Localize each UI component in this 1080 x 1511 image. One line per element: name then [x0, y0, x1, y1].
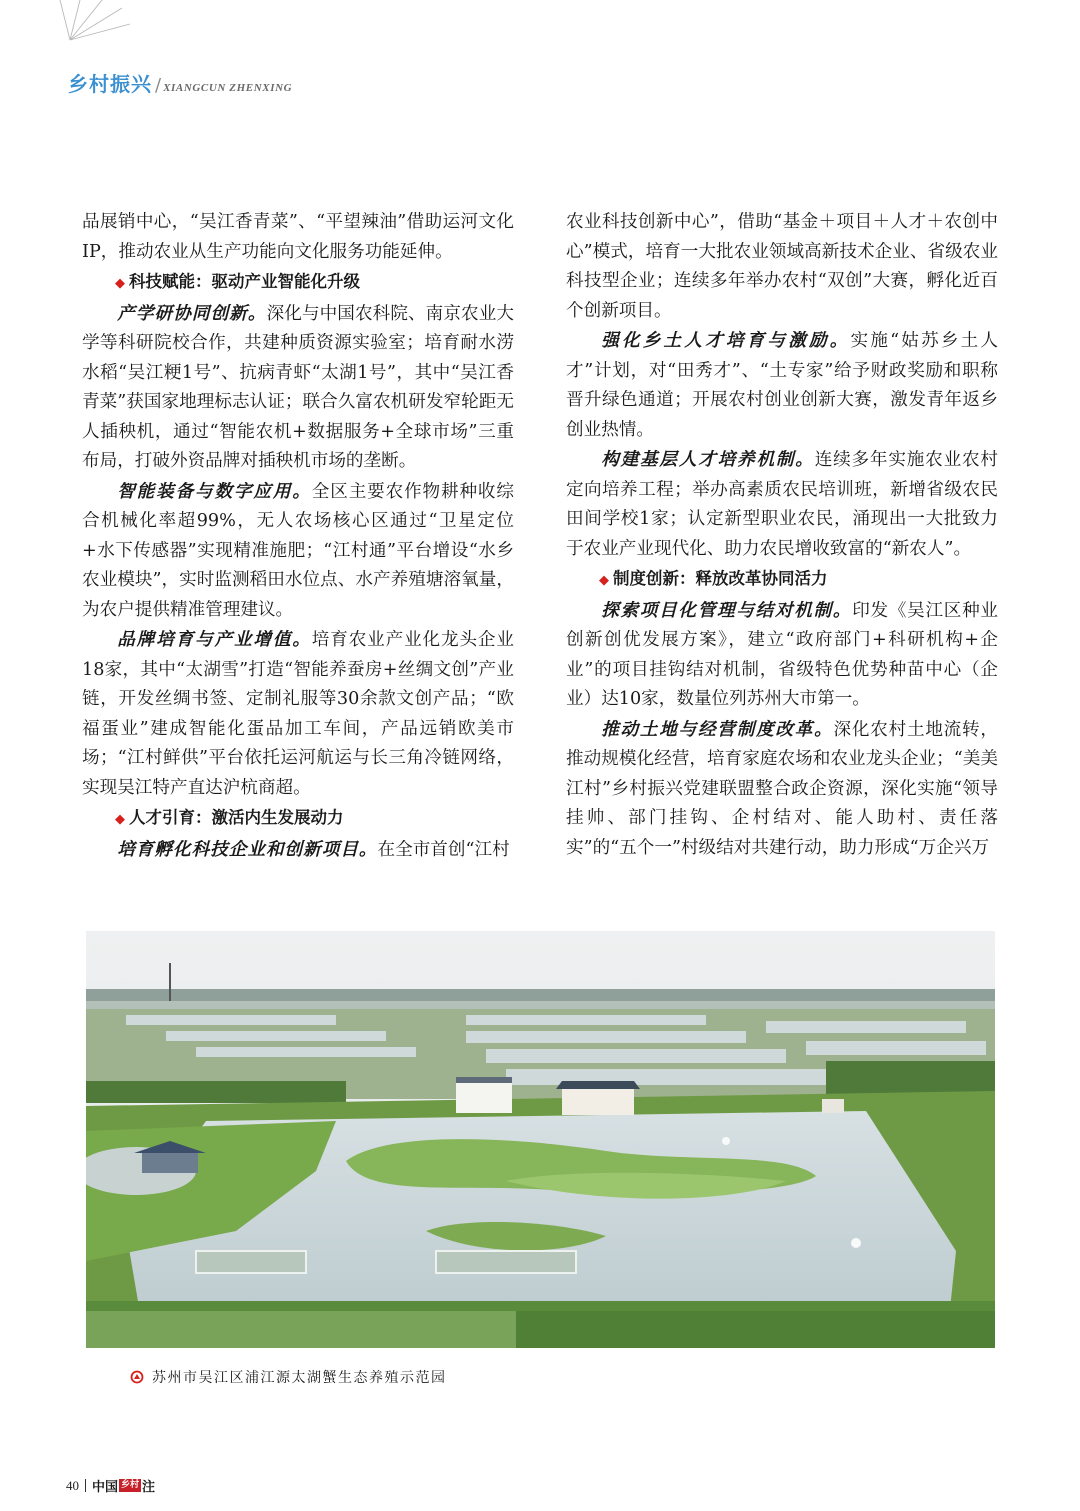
section-heading: ◆ 科技赋能：驱动产业智能化升级 — [115, 272, 360, 291]
section-subtitle: XIANGCUN ZHENXING — [163, 82, 293, 94]
page-footer — [66, 1476, 155, 1495]
left-column — [82, 208, 514, 865]
paragraph: 农业科技创新中心”，借助“基金＋项目＋人才＋农创中心”模式，培育一大批农业领域高新技术企业、省级农业科技型企业；连续多年举办农村“双创”大赛，孵化近百个创新项目。 — [566, 212, 998, 321]
magazine-logo: 中国 乡村 注 — [92, 1480, 156, 1495]
section-header — [68, 68, 292, 97]
section-title: 乡村振兴 — [68, 72, 152, 96]
paragraph-lead: 智能装备与数字应用。 — [117, 480, 312, 502]
paragraph: 构建基层人才培养机制。连续多年实施农业农村定向培养工程；举办高素质农民培训班，新增省级农民田间学校1家；认定新型职业农民，涌现出一大批致力于农业产业现代化、助力农民增收致富的“新农人”。 — [566, 449, 998, 559]
diamond-icon: ◆ — [115, 812, 125, 827]
corner-lines-icon — [0, 0, 140, 120]
section-heading: ◆ 人才引育：激活内生发展动力 — [115, 808, 344, 827]
paragraph: 产学研协同创新。深化与中国农科院、南京农业大学等科研院校合作，共建种质资源实验室；培育耐水涝水稻“吴江粳1号”、抗病青虾“太湖1号”，其中“吴江香青菜”获国家地理标志认证；联合久富农机研发窄轮距无人插秧机，通过“智能农机+数据服务+全球市场”三重布局，打破外资品牌对插秧机市场的垄断。 — [82, 302, 514, 471]
paragraph: 品牌培育与产业增值。培育农业产业化龙头企业18家，其中“太湖雪”打造“智能养蚕房+丝绸文创”产业链，开发丝绸书签、定制礼服等30余款文创产品；“欧福蛋业”建成智能化蛋品加工车间，产品远销欧美市场；“江村鲜供”平台依托运河航运与长三角冷链网络，实现吴江特产直达沪杭商超。 — [82, 629, 514, 798]
paragraph-lead: 产学研协同创新。 — [117, 302, 267, 324]
camera-icon — [130, 1370, 144, 1384]
footer-divider — [85, 1479, 86, 1492]
paragraph: 推动土地与经营制度改革。深化农村土地流转，推动规模化经营，培育家庭农场和农业龙头企业；“美美江村”乡村振兴党建联盟整合政企资源，深化实施“领导挂帅、部门挂钩、企村结对、能人助村、责任落实”的“五个一”村级结对共建行动，助力形成“万企兴万 — [566, 718, 998, 858]
paragraph: 智能装备与数字应用。全区主要农作物耕种收综合机械化率超99%，无人农场核心区通过“卫星定位+水下传感器”实现精准施肥；“江村通”平台增设“水乡农业模块”，实时监测稻田水位点、水产养殖塘溶氧量，为农户提供精准管理建议。 — [82, 480, 514, 620]
paragraph: 探索项目化管理与结对机制。印发《吴江区种业创新创优发展方案》，建立“政府部门+科研机构+企业”的项目挂钩结对机制，省级特色优势种苗中心（企业）达10家，数量位列苏州大市第一。 — [566, 599, 998, 709]
paragraph: 培育孵化科技企业和创新项目。在全市首创“江村 — [117, 838, 510, 860]
aerial-photo — [86, 931, 995, 1348]
paragraph-lead: 构建基层人才培养机制。 — [601, 449, 815, 470]
paragraph-lead: 培育孵化科技企业和创新项目。 — [117, 838, 378, 860]
caption-text: 苏州市吴江区浦江源太湖蟹生态养殖示范园 — [152, 1370, 447, 1386]
paragraph: 强化乡土人才培育与激励。实施“姑苏乡土人才”计划，对“田秀才”、“土专家”给予财政奖励和职称晋升绿色通道；开展农村创业创新大赛，激发青年返乡创业热情。 — [566, 330, 998, 440]
page-number: 40 — [66, 1477, 79, 1493]
paragraph-lead: 品牌培育与产业增值。 — [117, 629, 312, 650]
diamond-icon: ◆ — [599, 573, 609, 588]
section-heading: ◆ 制度创新：释放改革协同活力 — [599, 569, 828, 588]
paragraph-lead: 探索项目化管理与结对机制。 — [601, 599, 853, 621]
paragraph-lead: 推动土地与经营制度改革。 — [601, 718, 834, 740]
diamond-icon: ◆ — [115, 276, 125, 291]
paragraph-lead: 强化乡土人才培育与激励。 — [601, 330, 851, 351]
right-column — [566, 208, 998, 863]
section-separator: / — [155, 75, 162, 96]
photo-caption — [130, 1367, 447, 1387]
paragraph: 品展销中心，“吴江香青菜”、“平望辣油”借助运河文化IP，推动农业从生产功能向文化服务功能延伸。 — [82, 212, 514, 262]
